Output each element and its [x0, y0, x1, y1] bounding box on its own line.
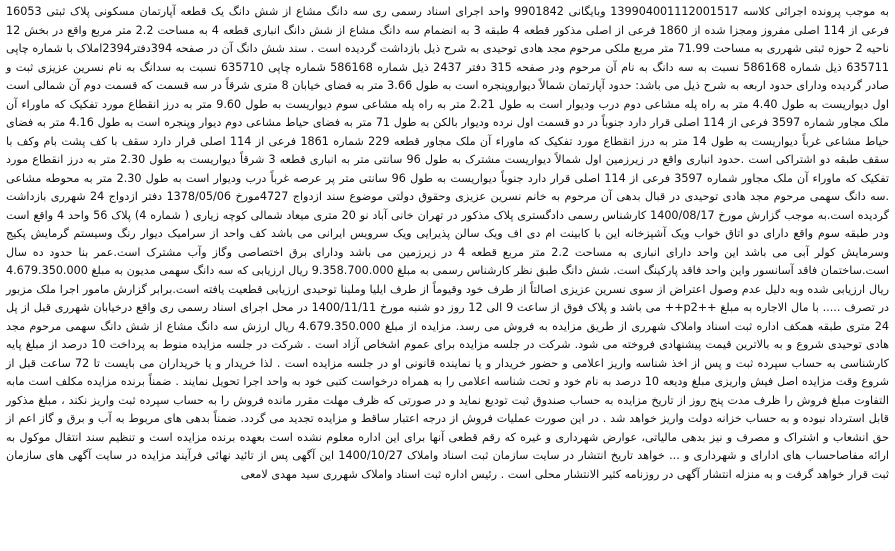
auction-notice-text: به موجب پرونده اجرائی کلاسه 139904001112001517 وبایگانی 9901842 واحد اجرای اسناد رسمی ری سه دانگ مشاع از شش دانگ یک قطعه آپارتمان مسکونی پلاک ثبتی 16053 فرعی از 114 اصلی مفروز ومجزا شده از 1860 فرعی از اصلی مذکور قطعه 4 طبقه 3 به انضمام سه دانگ مشاع از شش دانگ انباری قطعه 4 به مساحت 2.2 متر مربع واقع در بخش 12 ناحیه 2 حوزه ثبتی شهرری به مساحت 71.99 متر مربع ملکی مرحوم مجد هادی توحیدی به شرح ذیل بازداشت گردیده است . سند شش دانگ آن در صفحه 394دفتر2394املاک با شماره چاپی 635711 ذیل شماره 586168 نسبت به سه دانگ به نام آن مرحوم ودر صفحه 315 دفتر 2437 ذیل شماره 586168 شماره چاپی 635710 نسبت به سدانگ به نام نسرین عزیزی ثبت و صادر گردیده ودارای حدود اربعه به شرح ذیل می باشد: حدود آپارتمان شمالاً دیواروپنجره است به طول 3.66 متر به فضای خیابان 8 متری شرقاً در سه قسمت که قسمت دوم آن شمالی است اول دیواریست به طول 4.40 متر به راه پله مشاعی دوم درب ودیوار است به طول 2.21 متر به راه پله مشاعی سوم دیواریست به طول 9.60 متر به درز انقطاع مورد تفکیک که ماوراء آن ملک مجاور شماره 3597 فرعی از 114 اصلی قرار دارد جنوباً در دو قسمت اول نرده ودیوار بالکن به طول 71 متر به فضای حیاط مشاعی دوم دیوار وپنجره است به طول 4.16 متر به فضای حیاط مشاعی غرباً دیواریست به طول 14 متر به درز انقطاع مورد تفکیک که ماوراء آن ملک مجاور قطعه 229 شماره 1861 فرعی از 114 اصلی قرار دارد سقف با کف پشت بام وکف با سقف طبقه دو اشتراکی است .حدود انباری واقع در زیرزمین اول شمالاً دیواریست مشترک به طول 96 سانتی متر به انباری قطعه 3 شرقاً دیواریست به طول 2.30 متر به درز انقطاع مورد تفکیک که ماوراء آن ملک مجاور شماره 3597 فرعی از 114 اصلی قرار دارد جنوباً دیواریست به طول 96 سانتی متر پر عرصه غرباً درب ودیوار است به طول 2.30 متر به محوطه مشاعی .سه دانگ سهمی مرحوم مجد هادی توحیدی در قبال بدهی آن مرحوم به خانم نسرین عزیزی وحقوق دولتی موضوع سند ازدواج 4727مورخ 1378/05/06 دفتر ازدواج 24 شهرری بازداشت گردیده است.به موجب گزارش مورخ 1400/08/17 کارشناس رسمی دادگستری پلاک مذکور در تهران خانی آباد نو 20 متری میعاد شمالی کوچه زیاری ( شماره 4) پلاک 56 واحد 4 واقع است ودر طبقه سوم واقع دارای دو اتاق خواب ویک آشپزخانه این با کابینت ام دی اف ویک سالن پذیرایی ویک سرویس ایرانی می باشد کف واحد از سرامیک دیوار رنگ وسیستم گرمایش پکیج وسرمایش کولر آبی می باشد این واحد دارای انباری به مساحت 2.2 متر مربع قطعه 4 در زیرزمین می باشد ودارای برق اختصاصی وگاز وآب مشترک است.عمر بنا حدود ده سال است.ساختمان فاقد آسانسور واین واحد فاقد پارکینگ است. شش دانگ طبق نظر کارشناس رسمی به مبلغ 9.358.700.000 ریال ارزیابی که سه دانگ سهمی مدیون به مبلغ 4.679.350.000 ریال ارزیابی شده وبه دلیل عدم وصول اعتراض از سوی نسرین عزیزی اصالتاً از طرف خود وقیوماً از طرف ایلیا وملینا توحیدی ارزیابی قطعیت یافته است.برابر گزارش مامور اجرا ملک مزبور در تصرف ..... با مال الاجاره به مبلغ ++p2++ می باشد و پلاک فوق از ساعت 9 الی 12 روز دو شنبه مورخ 1400/11/11 در محل اجرای اسناد رسمی ری واقع درخیابان شهرری قبل از پل 24 متری طبقه همکف اداره ثبت اسناد واملاک شهرری از طریق مزایده به فروش می رسد. مزایده از مبلغ 4.679.350.000 ریال ارزش سه دانگ مشاع از شش دانگ سهمی مرحوم مجد هادی توحیدی شروع و به بالاترین قیمت پیشنهادی فروخته می شود. شرکت در جلسه مزایده برای عموم اشخاص آزاد است . شرکت در جلسه مزایده منوط به پرداخت 10 درصد از مبلغ پایه کارشناسی به حساب سپرده ثبت و پس از اخذ شناسه واریز اعلامی و حضور خریدار و یا نماینده قانونی او در جلسه مزایده است . لذا خریدار و یا خریداران می بایست تا 72 ساعت قبل از شروع وقت مزایده اصل فیش واریزی مبلغ ودیعه 10 درصد به نام خود و تحت شناسه اعلامی را به همراه درخواست کتبی خود به واحد اجرا تحویل نمایند . ضمناً برنده مزایده مکلف است مابه التفاوت مبلغ فروش را ظرف مدت پنج روز از تاریخ مزایده به حساب صندوق ثبت تودیع نماید و در صورتی که ظرف مهلت مقرر مانده فروش را به حساب سپرده ثبت واریز نکند ، مبلغ مذکور قابل استرداد نبوده و به حساب خزانه دولت واریز خواهد شد . در این صورت عملیات فروش از درجه اعتبار ساقط و مزایده تجدید می گردد. ضمناً بدهی های مربوط به آب و برق و گاز اعم از حق انشعاب و اشتراک و مصرف و نیز بدهی مالیاتی، عوارض شهرداری و غیره که رقم قطعی آنها برای این اداره معلوم نشده است بعهده برنده مزایده است و تنظیم سند انتقال موکول به ارائه مفاصاحساب های ادارای و شهرداری و ... خواهد تاریخ انتشار در سایت سازمان ثبت اسناد واملاک 1400/10/27 این آگهی پس از تائید نهائی فرآیند مزایده در سایت آگهی های سازمان ثبت قرار خواهد گرفت و به منزله انتشار آگهی در روزنامه کثیر الانتشار محلی است . رئیس اداره ثبت اسناد واملاک شهرری سید مهدی لامعی — [6, 5, 890, 481]
